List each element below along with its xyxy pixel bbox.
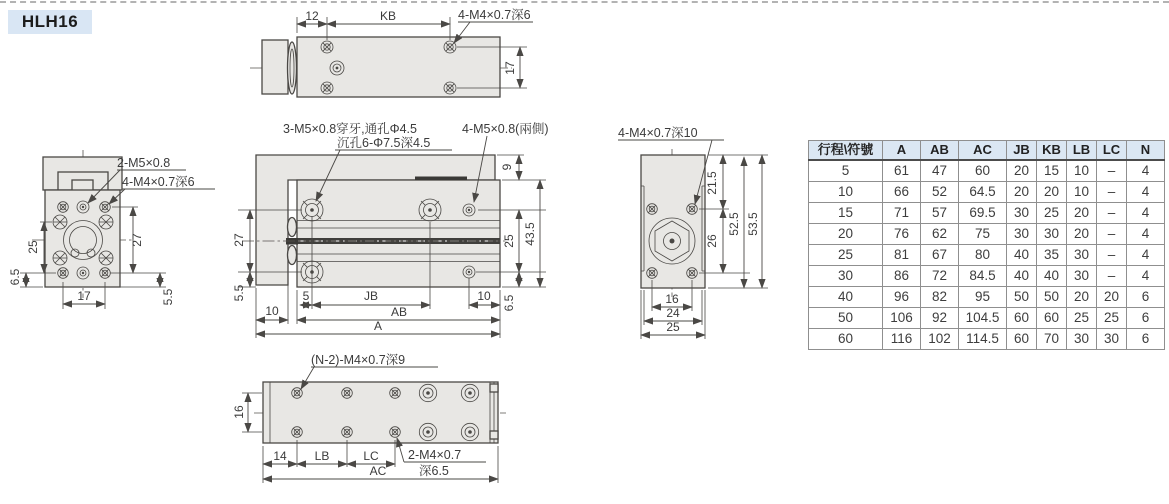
value-cell: 75 — [959, 224, 1007, 245]
value-cell: 25 — [1097, 308, 1127, 329]
value-cell: 104.5 — [959, 308, 1007, 329]
table-row — [809, 203, 1165, 224]
value-cell: 4 — [1127, 224, 1165, 245]
dim-text: AB — [390, 305, 408, 319]
value-cell: – — [1097, 203, 1127, 224]
value-cell: 60 — [1037, 308, 1067, 329]
value-cell: 80 — [959, 245, 1007, 266]
value-cell: 102 — [921, 329, 959, 350]
dim-text: 12 — [305, 9, 319, 23]
value-cell: 76 — [883, 224, 921, 245]
table-row — [809, 160, 1165, 182]
value-cell: 6 — [1127, 329, 1165, 350]
stroke-cell: 20 — [809, 224, 883, 245]
hole-callout: 3-M5×0.8穿牙,通孔Φ4.5 — [283, 122, 417, 136]
leader-m4 — [109, 189, 215, 204]
value-cell: 30 — [1067, 245, 1097, 266]
value-cell: 62 — [921, 224, 959, 245]
value-cell: 6 — [1127, 287, 1165, 308]
hole-callout: 深6.5 — [419, 464, 449, 478]
value-cell: 106 — [883, 308, 921, 329]
value-cell: 35 — [1037, 245, 1067, 266]
stroke-cell: 50 — [809, 308, 883, 329]
value-cell: 30 — [1007, 203, 1037, 224]
value-cell: 116 — [883, 329, 921, 350]
dim-text: 5.5 — [232, 284, 246, 302]
value-cell: – — [1097, 182, 1127, 203]
dim-text: A — [373, 319, 383, 333]
table-row — [809, 308, 1165, 329]
value-cell: 20 — [1067, 224, 1097, 245]
body-outline — [263, 382, 498, 443]
value-cell: 40 — [1037, 266, 1067, 287]
value-cell: 20 — [1007, 160, 1037, 182]
value-cell: 60 — [959, 160, 1007, 182]
dim-text: 25 — [666, 320, 680, 334]
table-header-cell: AB — [921, 141, 959, 161]
value-cell: 81 — [883, 245, 921, 266]
value-cell: 10 — [1067, 160, 1097, 182]
table-row — [809, 182, 1165, 203]
dim-text: 26 — [705, 234, 719, 248]
value-cell: – — [1097, 224, 1127, 245]
stroke-cell: 60 — [809, 329, 883, 350]
dim-table — [808, 140, 1165, 350]
hole-callout: 2-M4×0.7 — [408, 448, 462, 462]
dim-text: 52.5 — [727, 212, 741, 236]
magnet-strip — [415, 177, 467, 181]
value-cell: 72 — [921, 266, 959, 287]
table-header-cell: AC — [959, 141, 1007, 161]
value-cell: 25 — [1037, 203, 1067, 224]
value-cell: 15 — [1037, 160, 1067, 182]
value-cell: 92 — [921, 308, 959, 329]
model-title: HLH16 — [8, 10, 92, 34]
table-row — [809, 266, 1165, 287]
value-cell: 20 — [1067, 287, 1097, 308]
top-view — [250, 8, 533, 97]
value-cell: 96 — [883, 287, 921, 308]
value-cell: 30 — [1007, 224, 1037, 245]
dim-text: KB — [379, 9, 397, 23]
table-header-cell: LC — [1097, 141, 1127, 161]
stroke-cell: 5 — [809, 160, 883, 182]
dim-text: 9 — [500, 163, 514, 171]
dim-text: 6.5 — [502, 294, 516, 312]
value-cell: 86 — [883, 266, 921, 287]
table-header-cell: JB — [1007, 141, 1037, 161]
dim-text: 16 — [232, 405, 246, 419]
table-header-cell: 行程\符號 — [809, 141, 883, 161]
value-cell: 70 — [1037, 329, 1067, 350]
dim-text: 27 — [232, 233, 246, 247]
dim-text: 5 — [302, 289, 310, 303]
value-cell: 82 — [921, 287, 959, 308]
value-cell: 57 — [921, 203, 959, 224]
stroke-cell: 10 — [809, 182, 883, 203]
hole-callout: 2-M5×0.8 — [117, 156, 171, 170]
sensor-tab — [490, 384, 498, 392]
dim-text: 53.5 — [746, 212, 760, 236]
table-header-cell: KB — [1037, 141, 1067, 161]
dim-text: 6.5 — [8, 268, 22, 286]
end-cap — [262, 40, 288, 94]
value-cell: 50 — [1007, 287, 1037, 308]
dim-text: JB — [363, 289, 379, 303]
dim-text: AC — [369, 464, 387, 478]
value-cell: 4 — [1127, 266, 1165, 287]
dim-text: 5.5 — [161, 288, 175, 306]
table-row — [809, 329, 1165, 350]
dim-text: 24 — [666, 306, 680, 320]
value-cell: 40 — [1007, 245, 1037, 266]
table-row — [809, 245, 1165, 266]
value-cell: 4 — [1127, 245, 1165, 266]
value-cell: 71 — [883, 203, 921, 224]
value-cell: 20 — [1097, 287, 1127, 308]
bottom-view — [232, 353, 506, 483]
sensor-tab — [490, 431, 498, 439]
value-cell: 64.5 — [959, 182, 1007, 203]
hole-callout: 4-M4×0.7深6 — [458, 8, 531, 22]
dim-text: 21.5 — [705, 171, 719, 195]
dim-text: 43.5 — [523, 222, 537, 246]
dim-text: 25 — [26, 240, 40, 254]
rod — [288, 42, 297, 94]
dim-text: LC — [363, 449, 379, 463]
dim-text: 27 — [130, 233, 144, 247]
value-cell: – — [1097, 266, 1127, 287]
stroke-cell: 15 — [809, 203, 883, 224]
value-cell: – — [1097, 160, 1127, 182]
value-cell: 4 — [1127, 203, 1165, 224]
stroke-cell: 25 — [809, 245, 883, 266]
dim-text: 14 — [273, 449, 287, 463]
value-cell: 30 — [1067, 266, 1097, 287]
value-cell: 40 — [1007, 266, 1037, 287]
value-cell: 114.5 — [959, 329, 1007, 350]
dim-text: 10 — [477, 289, 491, 303]
value-cell: 52 — [921, 182, 959, 203]
stroke-cell: 40 — [809, 287, 883, 308]
value-cell: 47 — [921, 160, 959, 182]
value-cell: 67 — [921, 245, 959, 266]
value-cell: 84.5 — [959, 266, 1007, 287]
left-side-view — [8, 150, 215, 309]
value-cell: 30 — [1037, 224, 1067, 245]
value-cell: 20 — [1007, 182, 1037, 203]
value-cell: 20 — [1037, 182, 1067, 203]
table-header-cell: LB — [1067, 141, 1097, 161]
hole-callout: 4-M4×0.7深6 — [122, 175, 195, 189]
dim-text: 25 — [502, 234, 516, 248]
table-header-cell: A — [883, 141, 921, 161]
value-cell: 30 — [1067, 329, 1097, 350]
hole-callout: 4-M4×0.7深10 — [618, 126, 698, 140]
value-cell: 6 — [1127, 308, 1165, 329]
hole-callout: 沉孔6-Φ7.5深4.5 — [337, 136, 431, 150]
value-cell: 4 — [1127, 160, 1165, 182]
front-view — [232, 121, 548, 338]
dim-text: 10 — [265, 304, 279, 318]
hole-callout: (N-2)-M4×0.7深9 — [311, 353, 406, 367]
value-cell: 69.5 — [959, 203, 1007, 224]
dim-text: 17 — [503, 61, 517, 75]
value-cell: 4 — [1127, 182, 1165, 203]
value-cell: 30 — [1097, 329, 1127, 350]
right-side-view — [618, 126, 768, 339]
value-cell: 10 — [1067, 182, 1097, 203]
table-body — [809, 160, 1165, 350]
value-cell: 50 — [1037, 287, 1067, 308]
stroke-cell: 30 — [809, 266, 883, 287]
hole-callout: 4-M5×0.8(兩側) — [462, 122, 549, 136]
value-cell: 66 — [883, 182, 921, 203]
value-cell: 95 — [959, 287, 1007, 308]
table-row — [809, 224, 1165, 245]
value-cell: 20 — [1067, 203, 1097, 224]
value-cell: – — [1097, 245, 1127, 266]
value-cell: 25 — [1067, 308, 1097, 329]
dim-text: 16 — [665, 292, 679, 306]
table-header-cell: N — [1127, 141, 1165, 161]
dim-text: LB — [314, 449, 330, 463]
value-cell: 60 — [1007, 308, 1037, 329]
value-cell: 60 — [1007, 329, 1037, 350]
dim-text: 17 — [77, 289, 91, 303]
value-cell: 61 — [883, 160, 921, 182]
table-row — [809, 287, 1165, 308]
table-header — [809, 141, 1165, 161]
